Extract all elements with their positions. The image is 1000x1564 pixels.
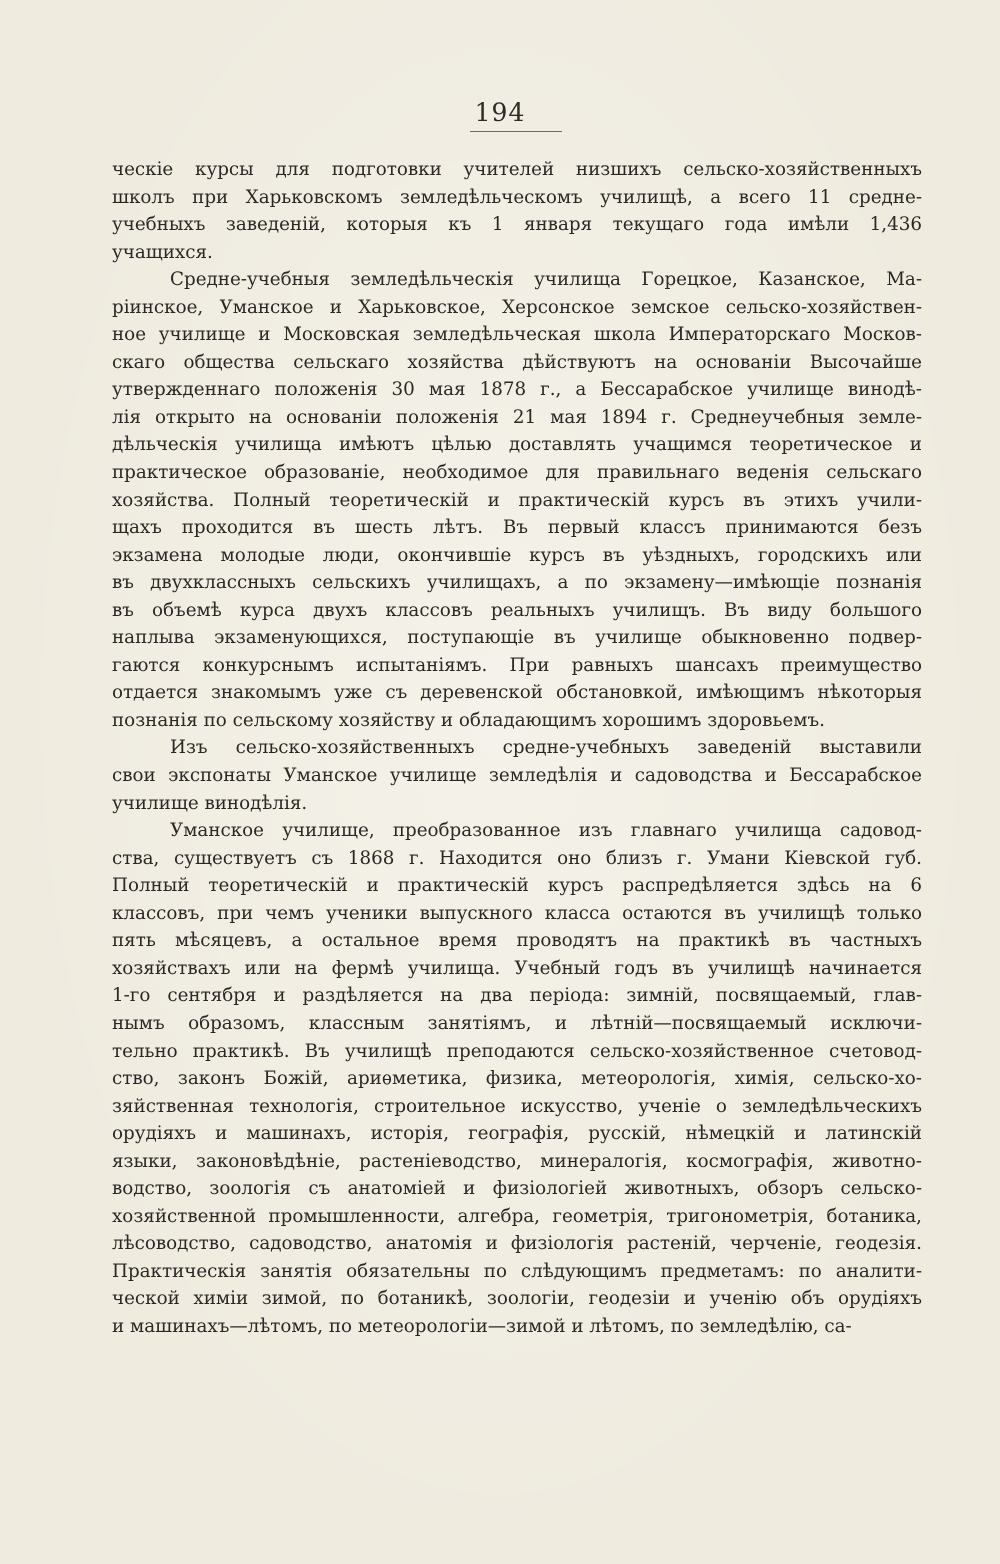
text-line: ческie курсы для подготовки учителей низшихъ сельско-хозяйственныхъ: [112, 159, 922, 180]
text-line: лѣсоводство, садоводство, анатомiя и физiологiя растенiй, черченiе, геодезiя.: [112, 1233, 922, 1255]
text-line: водство, зоологiя съ анатомiей и физiологiей животныхъ, обзоръ сельско-: [112, 1178, 922, 1200]
text-line: хозяйства. Полный теоретическiй и практическiй курсъ въ этихъ учили-: [112, 489, 922, 511]
paragraph: [112, 817, 922, 1340]
text-line: экзамена молодые люди, окончившiе курсъ въ уѣздныхъ, городскихъ или: [112, 544, 922, 566]
text-line: ства, существуетъ съ 1868 г. Находится оно близъ г. Умани Кiевской губ.: [112, 847, 922, 869]
text-line: въ двухклассныхъ сельскихъ училищахъ, а по экзамену—имѣющiе познанiя: [112, 572, 922, 594]
text-line: наплыва экзаменующихся, поступающiе въ училище обыкновенно подвер-: [112, 627, 922, 649]
text-line: Уманское училище, преобразованное изъ главнаго училища садовод-: [170, 820, 922, 842]
text-line: хозяйственной промышленности, алгебра, геометрiя, тригонометрiя, ботаника,: [112, 1205, 922, 1227]
text-line: учебныхъ заведенiй, которыя къ 1 января текущаго года имѣли 1,436: [112, 214, 922, 236]
text-line: языки, законовѣдѣнiе, растенiеводство, минералогiя, космографiя, животно-: [112, 1150, 922, 1172]
text-line: школъ при Харьковскомъ земледѣльческомъ училищѣ, а всего 11 средне-: [112, 186, 922, 208]
text-line: въ объемѣ курса двухъ классовъ реальныхъ училищъ. Въ виду большого: [112, 599, 922, 621]
page-number-rule: [470, 131, 562, 132]
text-line: ческой химiи зимой, по ботаникѣ, зоологiи, геодезiи и ученiю объ орудiяхъ: [112, 1288, 922, 1310]
text-line: гаются конкурснымъ испытанiямъ. При равныхъ шансахъ преимущество: [112, 654, 922, 676]
paragraph: [112, 156, 922, 266]
text-line: 1-го сентября и раздѣляется на два перiода: зимнiй, посвящаемый, глав-: [112, 985, 922, 1007]
text-line: пять мѣсяцевъ, а остальное время проводятъ на практикѣ въ частныхъ: [112, 930, 922, 952]
text-line: свои экспонаты Уманское училище земледѣлiя и садоводства и Бессарабское: [112, 765, 922, 787]
text-line: отдается знакомымъ уже съ деревенской обстановкой, имѣющимъ нѣкоторыя: [112, 682, 922, 704]
text-line: рiинское, Уманское и Харьковское, Херсонское земское сельско-хозяйствен-: [112, 296, 922, 318]
paragraph: [112, 734, 922, 817]
text-line: Средне-учебныя земледѣльческiя училища Горецкое, Казанское, Ма-: [170, 269, 922, 291]
text-line: утвержденнаго положенiя 30 мая 1878 г., а Бессарабское училище винодѣ-: [112, 379, 922, 401]
text-line: училище винодѣлiя.: [112, 792, 308, 814]
text-line: скаго общества сельскаго хозяйства дѣйствуютъ на основанiи Высочайше: [112, 351, 922, 373]
body-text: [112, 156, 922, 1341]
text-line: Полный теоретическiй и практическiй курсъ распредѣляется здѣсь на 6: [112, 875, 922, 897]
text-line: учащихся.: [112, 241, 213, 263]
text-line: ное училище и Московская земледѣльческая школа Императорскаго Москов-: [112, 324, 922, 346]
text-line: орудiяхъ и машинахъ, исторiя, географiя, русскiй, нѣмецкiй и латинскiй: [112, 1123, 922, 1145]
text-line: познанiя по сельскому хозяйству и обладающимъ хорошимъ здоровьемъ.: [112, 709, 825, 731]
text-line: тельно практикѣ. Въ училищѣ преподаются сельско-хозяйственное счетовод-: [112, 1040, 922, 1062]
text-line: практическое образованiе, необходимое для правильнаго веденiя сельскаго: [112, 462, 922, 484]
text-line: классовъ, при чемъ ученики выпускного класса остаются въ училищѣ только: [112, 902, 922, 924]
text-line: зяйственная технологiя, строительное искусство, ученiе о земледѣльческихъ: [112, 1095, 922, 1117]
text-line: лiя открыто на основанiи положенiя 21 мая 1894 г. Среднеучебныя земле-: [112, 406, 922, 428]
text-line: Практическiя занятiя обязательны по слѣдующимъ предметамъ: по аналити-: [112, 1260, 922, 1282]
text-line: щахъ проходится въ шесть лѣтъ. Въ первый классъ принимаются безъ: [112, 517, 922, 539]
text-line: хозяйствахъ или на фермѣ училища. Учебный годъ въ училищѣ начинается: [112, 957, 922, 979]
text-line: нымъ образомъ, классным занятiямъ, и лѣтнiй—посвящаемый исключи-: [112, 1012, 922, 1034]
text-line: и машинахъ—лѣтомъ, по метеорологiи—зимой и лѣтомъ, по земледѣлiю, са-: [112, 1315, 852, 1337]
text-line: дѣльческiя училища имѣютъ цѣлью доставлять учащимся теоретическое и: [112, 434, 922, 456]
paragraph: [112, 266, 922, 734]
text-line: ство, законъ Божiй, ариѳметика, физика, метеорологiя, химiя, сельско-хо-: [112, 1068, 922, 1090]
page-number: 194: [474, 98, 526, 127]
text-line: Изъ сельско-хозяйственныхъ средне-учебныхъ заведенiй выставили: [170, 737, 922, 759]
